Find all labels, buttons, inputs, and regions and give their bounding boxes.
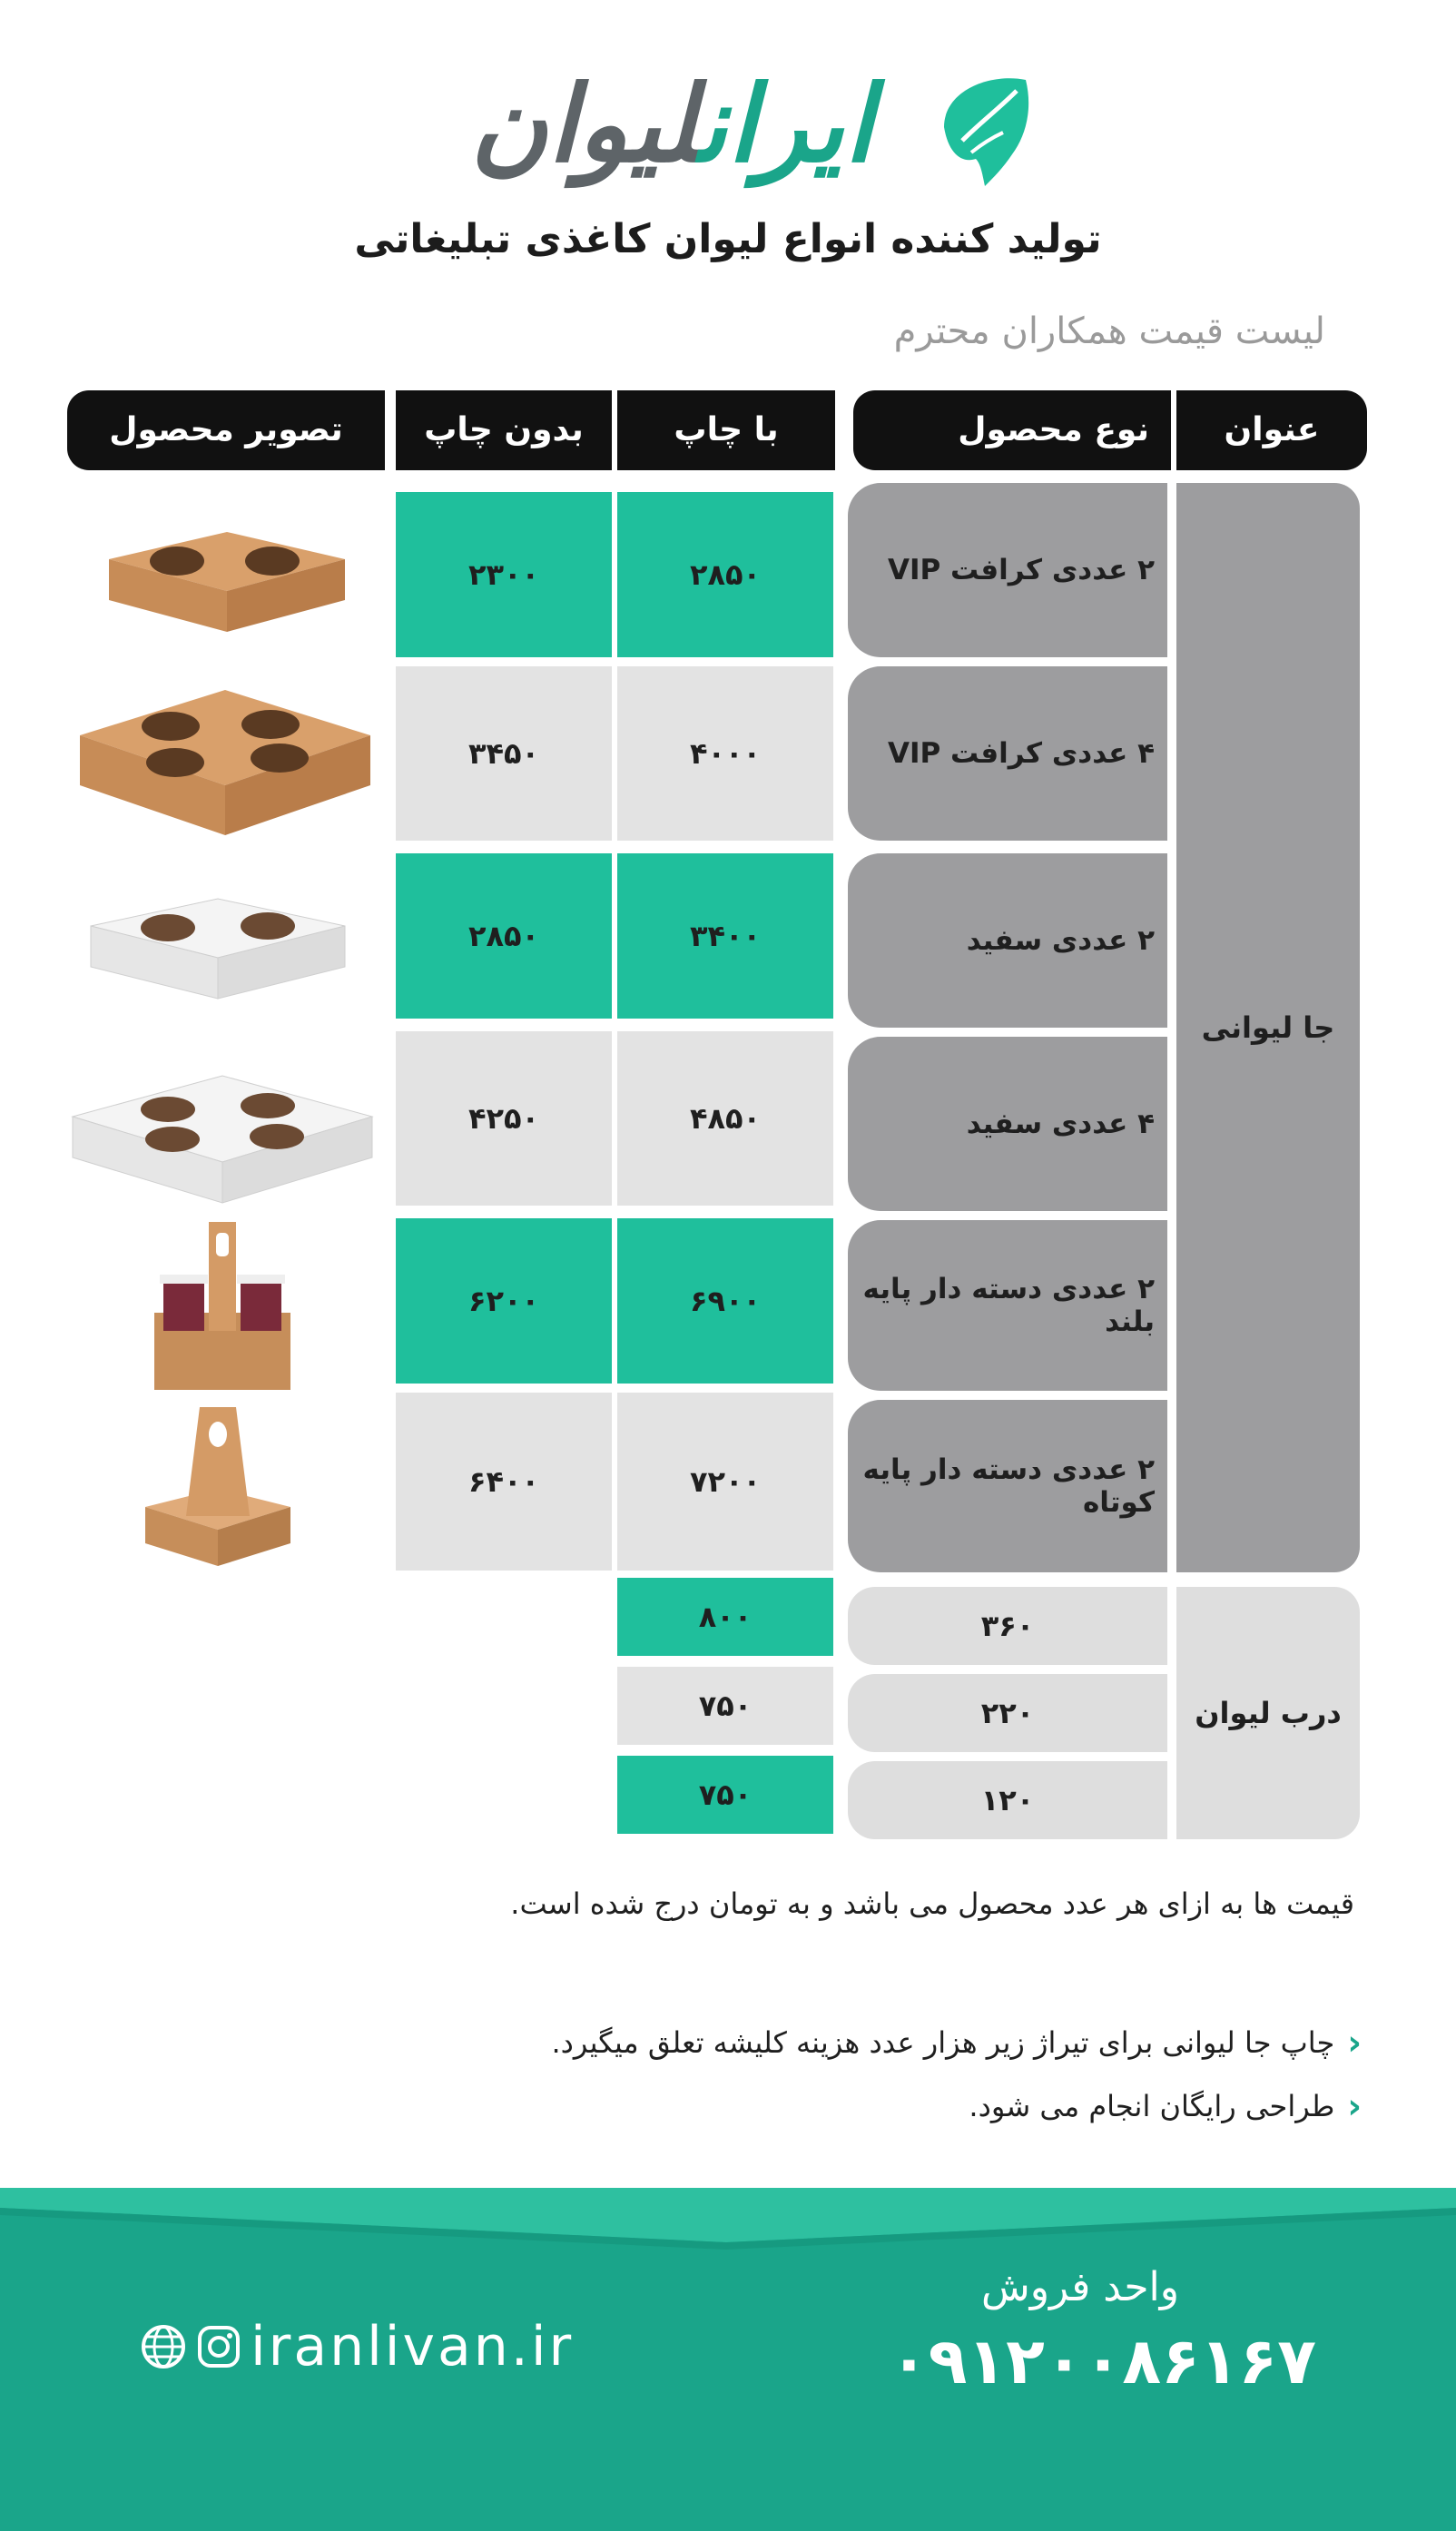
- product-image-4-white: [64, 1053, 381, 1207]
- header-with-print: [617, 390, 835, 470]
- website-block[interactable]: [140, 2313, 574, 2380]
- price-with-print: ۷۲۰۰: [617, 1393, 833, 1571]
- sales-phone[interactable]: ۰۹۱۲۰۰۸۶۱۶۷: [890, 2324, 1316, 2398]
- product-type-cell: [848, 1037, 1167, 1211]
- header-product-image-label: تصویر محصول: [109, 411, 343, 448]
- product-image-handled-short: [136, 1398, 300, 1571]
- price-with-print: ۷۵۰: [617, 1756, 833, 1834]
- header-with-print-label: با چاپ: [674, 411, 779, 448]
- lid-size-cell: ۲۲۰: [848, 1674, 1167, 1752]
- group-title-cup-holder: [1176, 483, 1360, 1572]
- chevron-left-icon: ‹: [1347, 2023, 1362, 2063]
- tagline: تولید کننده انواع لیوان کاغذی تبلیغاتی: [354, 216, 1102, 262]
- price-with-print: ۲۸۵۰: [617, 492, 833, 657]
- group-title-cup-lid: [1176, 1587, 1360, 1839]
- price-without-print: ۳۴۵۰: [396, 666, 612, 841]
- bullet-item: [363, 2081, 1362, 2132]
- price-without-print: ۲۳۰۰: [396, 492, 612, 657]
- price-with-print: ۸۰۰: [617, 1578, 833, 1656]
- logo: [418, 64, 1053, 200]
- product-type-label: ۲ عددی کرافت VIP: [887, 554, 1155, 586]
- price-note: قیمت ها به ازای هر عدد محصول می باشد و به تومان درج شده است.: [510, 1886, 1354, 1921]
- price-without-print: ۶۴۰۰: [396, 1393, 612, 1571]
- price-list-title: لیست قیمت همکاران محترم: [893, 310, 1325, 352]
- product-type-label: ۲ عددی دسته دار پایه بلند: [862, 1273, 1155, 1338]
- price-with-print: ۴۰۰۰: [617, 666, 833, 841]
- price-with-print: ۷۵۰: [617, 1667, 833, 1745]
- product-type-label: ۴ عددی سفید: [966, 1108, 1155, 1140]
- instagram-icon: [196, 2324, 241, 2369]
- group-title-cup-holder-label: جا لیوانی: [1201, 1010, 1335, 1045]
- product-type-cell: [848, 483, 1167, 657]
- bullet-item: [363, 2017, 1362, 2068]
- group-title-cup-lid-label: درب لیوان: [1195, 1696, 1342, 1730]
- website-link[interactable]: iranlivan.ir: [251, 2315, 575, 2378]
- product-type-label: ۴ عددی کرافت VIP: [887, 737, 1155, 770]
- bullet-text: طراحی رایگان انجام می شود.: [969, 2089, 1335, 2123]
- product-type-cell: [848, 666, 1167, 841]
- product-type-cell: [848, 853, 1167, 1028]
- header-title-label: عنوان: [1224, 411, 1320, 448]
- header-product-type-label: نوع محصول: [958, 411, 1149, 448]
- product-type-label: ۲ عددی دسته دار پایه کوتاه: [862, 1453, 1155, 1519]
- product-image-2-white: [82, 872, 354, 1008]
- price-without-print: ۴۲۵۰: [396, 1031, 612, 1206]
- price-without-print: ۲۸۵۰: [396, 853, 612, 1019]
- header-without-print-label: بدون چاپ: [424, 411, 584, 448]
- sales-label: واحد فروش: [980, 2264, 1180, 2310]
- logo-text-livan: لیوان: [470, 64, 698, 186]
- header-without-print: [396, 390, 612, 470]
- bullet-text: چاپ جا لیوانی برای تیراژ زیر هزار عدد هزینه کلیشه تعلق میگیرد.: [551, 2025, 1335, 2060]
- price-with-print: ۳۴۰۰: [617, 853, 833, 1019]
- header-title: [1176, 390, 1367, 470]
- product-type-label: ۲ عددی سفید: [966, 924, 1155, 957]
- price-without-print: ۶۲۰۰: [396, 1218, 612, 1384]
- product-type-cell: [848, 1400, 1167, 1572]
- bullet-list: [363, 2017, 1362, 2132]
- product-image-4-kraft: [71, 663, 379, 844]
- header-product-type: [853, 390, 1171, 470]
- chevron-left-icon: ‹: [1347, 2086, 1362, 2126]
- logo-text-iran: ایران: [697, 64, 873, 186]
- price-with-print: ۶۹۰۰: [617, 1218, 833, 1384]
- lid-size-cell: ۱۲۰: [848, 1761, 1167, 1839]
- price-with-print: ۴۸۵۰: [617, 1031, 833, 1206]
- header-product-image: [67, 390, 385, 470]
- product-image-handled-tall: [145, 1213, 300, 1394]
- globe-icon: [140, 2323, 187, 2370]
- leaf-logo-icon: [926, 73, 1039, 191]
- lid-size-cell: ۳۶۰: [848, 1587, 1167, 1665]
- product-type-cell: [848, 1220, 1167, 1391]
- product-image-2-kraft: [100, 505, 354, 641]
